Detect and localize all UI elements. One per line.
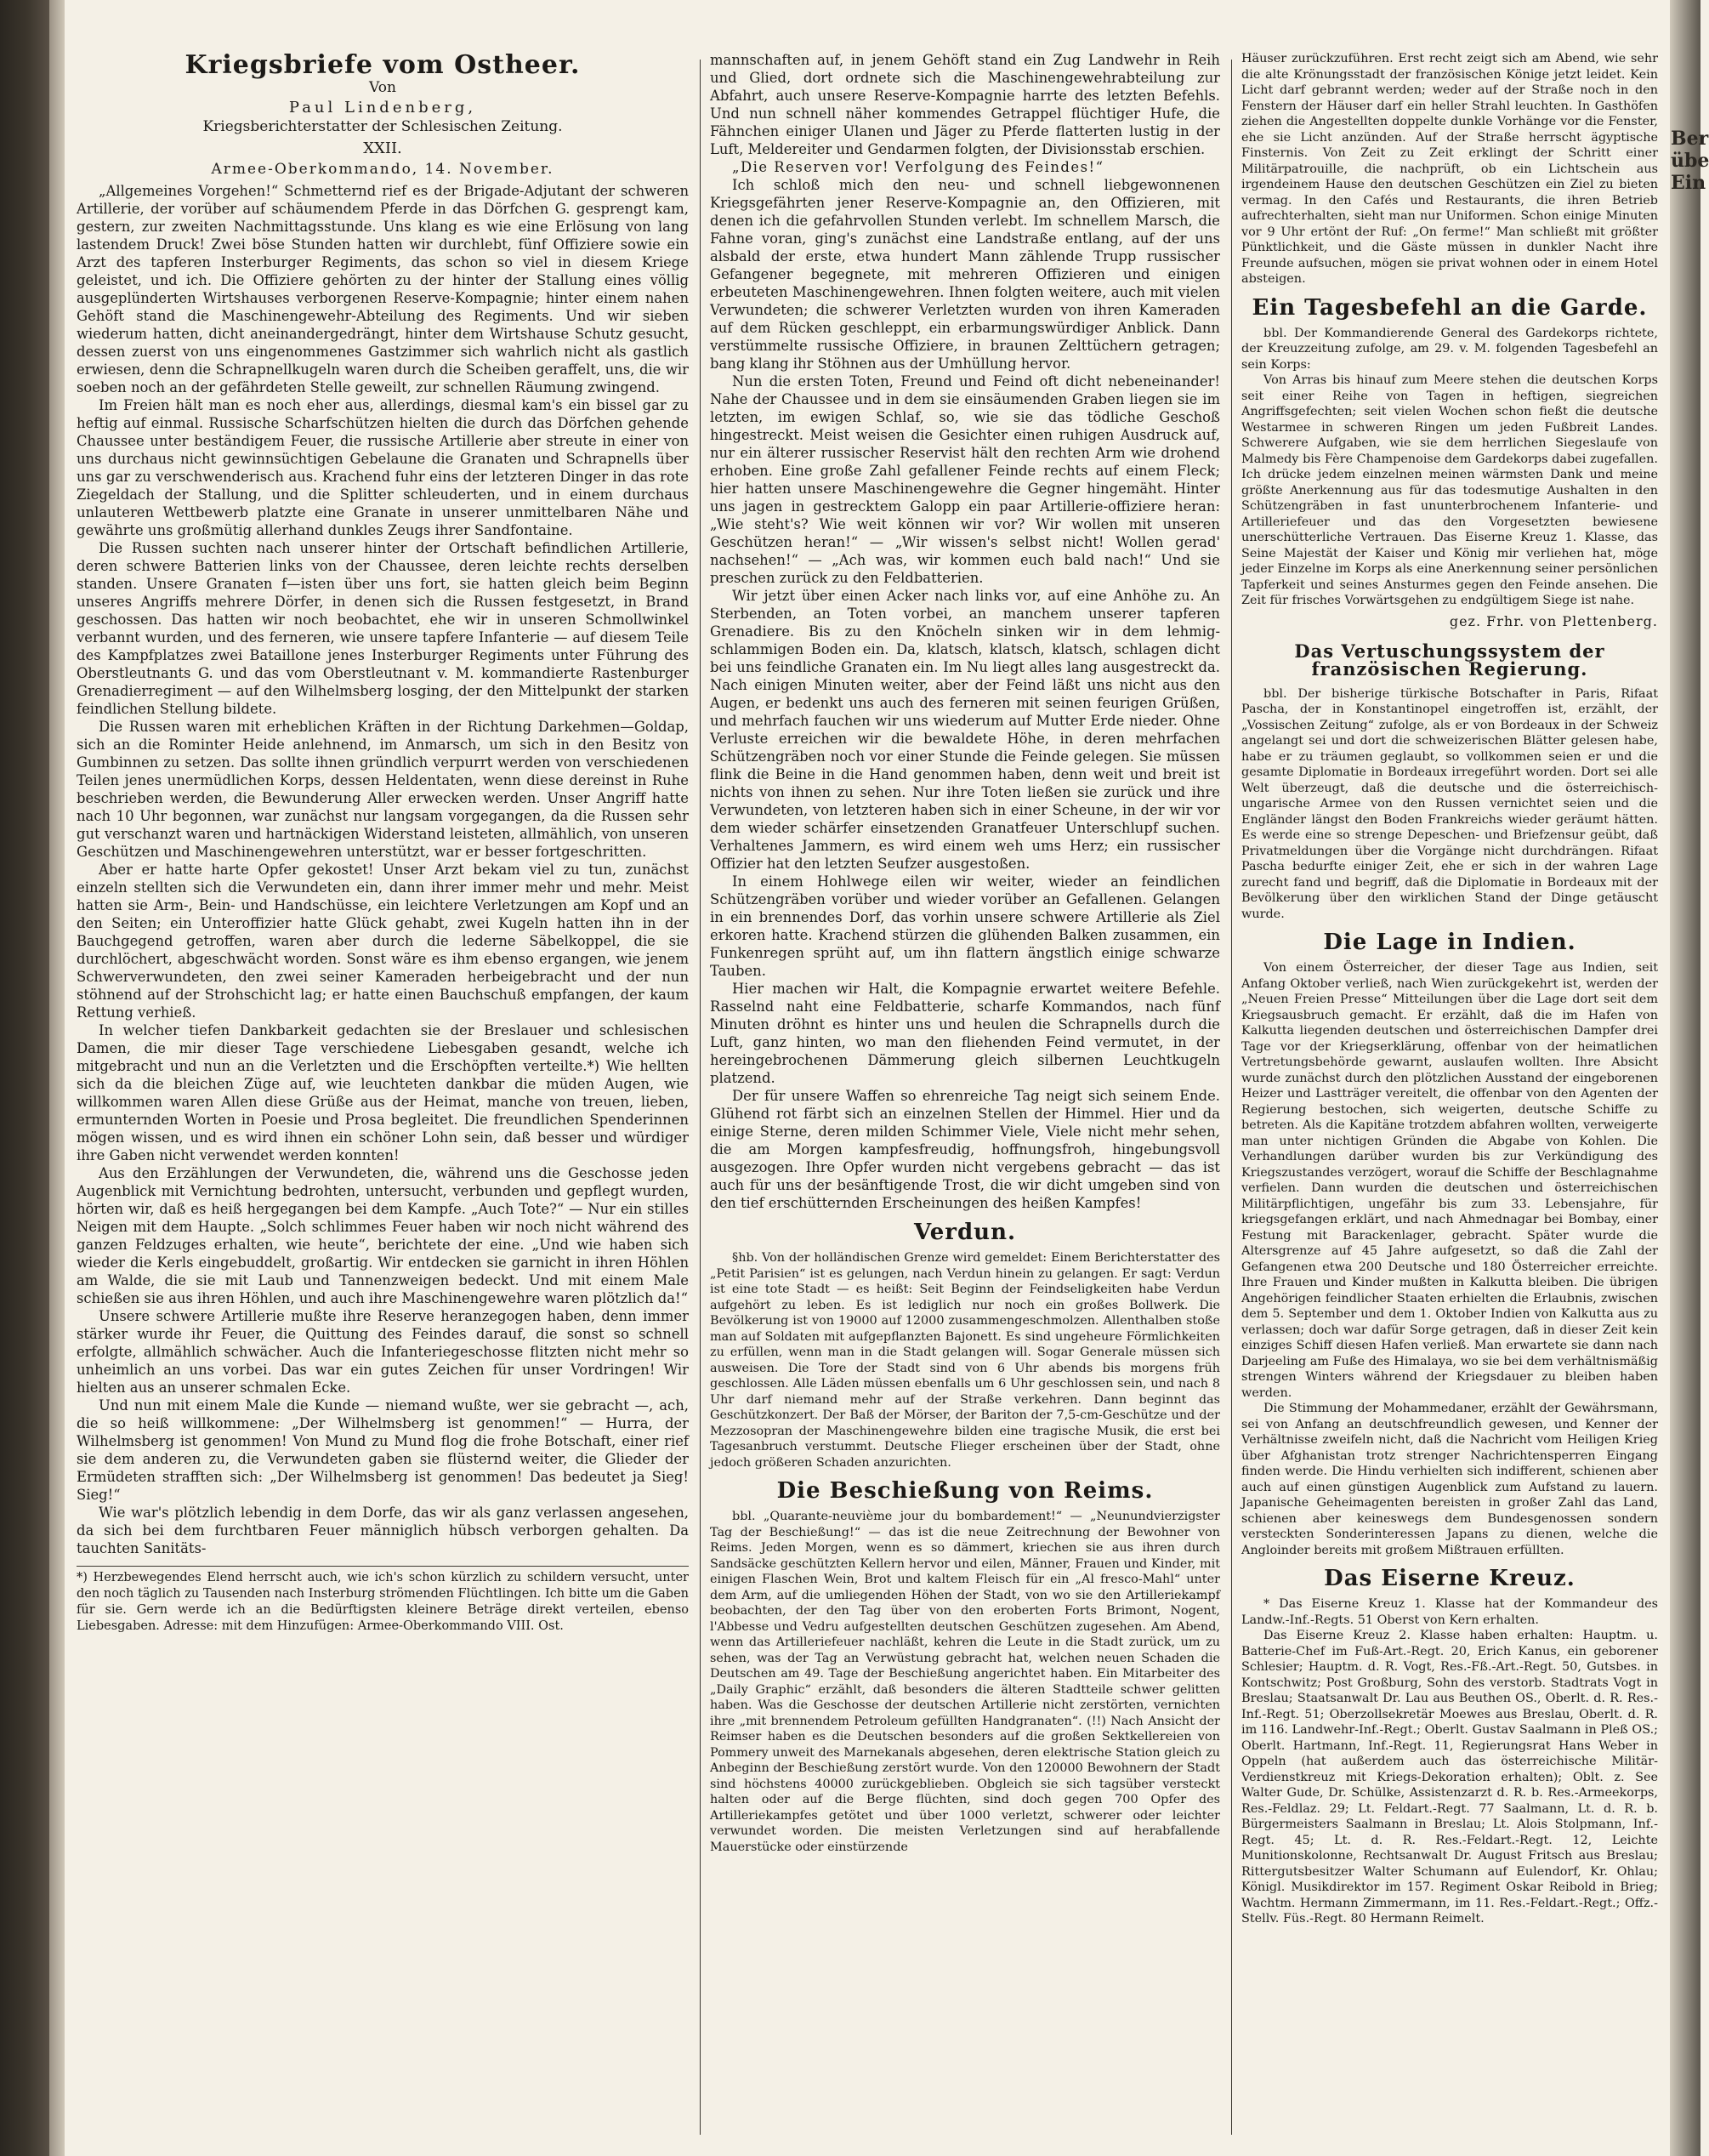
- section-heading-reims: Die Beschießung von Reims.: [776, 1478, 1154, 1504]
- column-rule: [1231, 60, 1232, 2135]
- paragraph: mannschaften auf, in jenem Gehöft stand ein Zug Landwehr in Reih und Glied, dort ordnete sich die Maschinengewehrabteilung zur Abfahrt, auch unsere Reserve-Kompagnie harrte des letzten Befehls. Und nun schnell näher kommendes Getrappel flüchtiger Hufe, die Fähnchen einiger Ulanen und Jäger zu Pferde flatterten lustig in der Luft, Meldereiter und Gendarmen folgten, der Divisionsstab erschien.: [710, 52, 1220, 157]
- paragraph: Aber er hatte harte Opfer gekostet! Unser Arzt bekam viel zu tun, zunächst einzeln stellten sich die Verwundeten ein, dann ihrer immer mehr und mehr. Meist hatten sie Arm-, Bein- und Handschüsse, ein leichtere Verletzungen am Kopf und an den Seiten; ein Unteroffizier hatte Glück gehabt, zwei Kugeln hatten ihn in der Bauchgegend getroffen, waren aber durch die lederne Säbelkoppel, die sie durchlöchert, abgeschwächt worden. Sonst wäre es ihm ebenso ergangen, wie jenem Schwerverwundeten, den zwei seiner Kameraden herbeigebracht und der nun stöhnend auf der Strohschicht lag; er hatte einen Bauchschuß empfangen, der kaum Rettung verhieß.: [77, 862, 689, 1021]
- paragraph: Im Freien hält man es noch eher aus, allerdings, diesmal kam's ein bissel gar zu heftig auf einmal. Russische Scharfschützen hielten die durch das Dörfchen gehende Chaussee unter beständigem Feuer, die russische Artillerie aber streute in einer von uns durchaus nicht gewinnsüchtigen Gebelaune die Granaten und Schrapnells über uns gar zu verschwenderisch aus. Krachend fuhr eins der letzteren Dinger in das rote Ziegeldach der Stallung, und die Splitter schleuderten, und in einem durchaus unlauteren Wettbewerb platzte eine Granate in unserer unmittelbaren Nähe und gewährte uns großmütig allerhand dunkles Zeugs ihrer Sandfontaine.: [77, 397, 689, 538]
- paragraph: bbl. „Quarante-neuvième jour du bombardement!“ — „Neunundvierzigster Tag der Beschießung!“ — das ist die neue Zeitrechnung der Bewohner von Reims. Jeden Morgen, wenn es so dämmert, kriechen sie aus ihren durch Sandsäcke geschützten Kellern hervor und eilen, Männer, Frauen und Kinder, mit einigen Flaschen Wein, Brot und kaltem Fleisch für ein „Al fresco-Mahl“ unter dem Arm, auf die umliegenden Höhen der Stadt, von wo sie den Artilleriekampf beobachten, der den Tag über von den eroberten Forts Brimont, Nogent, l'Abbesse und Vedru aufgestellten deutschen Geschützen zugesehen. Am Abend, wenn das Artilleriefeuer nachläßt, kehren die Leute in die Stadt zurück, um zu sehen, was der Tag an Verwüstung gebracht hat, welchen neuen Schaden die Deutschen am 49. Tage der Beschießung angerichtet haben. Ein Mitarbeiter des „Daily Graphic“ erzählt, daß besonders die älteren Stadtteile schwer gelitten haben. Was die Geschosse der deutschen Artillerie nicht zerstörten, vernichten ihre „mit brennendem Petroleum gefüllten Handgranaten“. (!!) Nach Ansicht der Reimser haben es die Deutschen besonders auf die großen Sektkellereien von Pommery unweit des Marnekanals abgesehen, deren elektrische Station gleich zu Anbeginn der Beschießung zerstört wurde. Von den 120000 Bewohnern der Stadt sind höchstens 40000 zurückgeblieben. Obgleich sie sich tagsüber versteckt halten oder auf die Berge flüchten, sind doch gegen 700 Opfer des Artilleriekampfes getötet und über 1000 verletzt, schwerer oder leichter verwundet worden. Die meisten Verletzungen sind auf herabfallende Mauerstücke oder einstürzende: [710, 1510, 1220, 1854]
- author-name: Paul Lindenberg,: [288, 99, 477, 117]
- paragraph: Die Russen waren mit erheblichen Kräften in der Richtung Darkehmen—Goldap, sich an die Rominter Heide anlehnend, im Anmarsch, um sich in den Besitz von Gumbinnen zu setzen. Das sollte ihnen gründlich verpurrt werden von verschiedenen Teilen jenes unermüdlichen Korps, dessen Heldentaten, wenn diese dereinst in Ruhe beschrieben werden, die Bewunderung Aller erwecken werden. Unser Angriff hatte nach 10 Uhr begonnen, war zunächst nur langsam vorgegangen, da die Russen sehr gut verschanzt waren und hartnäckigen Widerstand leisteten, allmählich, von unseren Geschützen und Maschinengewehren unterstützt, war er besser fortgeschritten.: [77, 719, 689, 860]
- section-heading-vertuschung: Das Vertuschungssystem der französischen Regierung.: [1294, 640, 1605, 680]
- paragraph: Wir jetzt über einen Acker nach links vor, auf eine Anhöhe zu. An Sterbenden, an Toten vorbei, an manchem unserer tapferen Grenadiere. Bis zu den Knöcheln sinken wir in dem lehmig-schlammigen Boden ein. Da, klatsch, klatsch, klatsch, schlagen dicht bei uns feindliche Granaten ein. Im Nu liegt alles lang ausgestreckt da. Nach einigen Minuten weiter, aber der Feind läßt uns nicht aus den Augen, er bedenkt uns auch des ferneren mit seinen feurigen Grüßen, und mehrfach fauchen wir uns wiederum auf Mutter Erde nieder. Ohne Verluste erreichen wir die bewaldete Höhe, in deren mehrfachen Schützengräben noch vor einer Stunde die Feinde gelegen. Sie müssen flink die Beine in die Hand genommen haben, denn weit und breit ist nichts von ihnen zu sehen. Nur ihre Toten ließen sie zurück und ihre Verwundeten, von letzteren haben sich in einer Scheune, in der wir vor dem wieder schärfer einsetzenden Granatfeuer Unterschlupf suchen. Verhaltenes Jammern, es wird einem weh ums Herz; ein russischer Offizier hat den letzten Seufzer ausgestoßen.: [710, 588, 1220, 872]
- edge-text: übe: [1671, 150, 1709, 172]
- paragraph: Häuser zurückzuführen. Erst recht zeigt sich am Abend, wie sehr die alte Krönungsstadt der französischen Könige jetzt leidet. Kein Licht darf gebrannt werden; weder auf der Straße noch in den Fenstern der Häuser darf ein heller Strahl leuchten. In Gasthöfen ziehen die Angestellten doppelte dunkle Vorhänge vor die Fenster, ehe sie Licht anzünden. Auf der Straße herrscht ägyptische Finsternis. Von Zeit zu Zeit erklingt der Schritt einer Militärpatrouille, die nachprüft, ob ein Lichtschein aus irgendeinem Hause den deutschen Geschützen ein Ziel zu bieten vermag. In den Cafés und Restaurants, die ihren Betrieb aufrechterhalten, sieht man nur Uniformen. Schon einige Minuten vor 9 Uhr ertönt der Ruf: „On ferme!“ Man schließt mit größter Pünktlichkeit, und die Gäste müssen in dunkler Nacht ihre Freunde aufsuchen, mögen sie privat wohnen oder in einem Hotel absteigen.: [1241, 52, 1658, 286]
- book-spine: [0, 0, 49, 2156]
- article-title: Kriegsbriefe vom Ostheer.: [185, 50, 581, 80]
- column-1: [77, 51, 689, 2143]
- paragraph: Wie war's plötzlich lebendig in dem Dorfe, das wir als ganz verlassen angesehen, da sich bei dem furchtbaren Feuer männiglich hübsch verborgen gehalten. Da tauchten Sanitäts-: [77, 1505, 689, 1556]
- edge-text: Ber: [1671, 128, 1709, 150]
- paragraph: Die Stimmung der Mohammedaner, erzählt der Gewährsmann, sei von Anfang an deutschfreundlich gewesen, und Kenner der Verhältnisse zweifeln nicht, daß die Nachricht vom Heiligen Krieg über Afghanistan trotz strenger Nachrichtensperren Eingang finden werde. Die Hindu verhielten sich indifferent, schienen aber auch auf einen günstigen Augenblick zum Aufstand zu lauern. Japanische Geheimagenten bereisten in großer Zahl das Land, schienen aber keineswegs dem Bundesgenossen sondern versteckten Sonderinteressen Japans zu dienen, welche die Angloinder bereits mit großem Mißtrauen erfüllten.: [1241, 1402, 1658, 1557]
- section-heading-verdun: Verdun.: [913, 1220, 1017, 1245]
- author-role: Kriegsberichterstatter der Schlesischen Zeitung.: [202, 118, 563, 135]
- paragraph: §hb. Von der holländischen Grenze wird gemeldet: Einem Berichterstatter des „Petit Parisien“ ist es gelungen, nach Verdun hinein zu gelangen. Er sagt: Verdun ist eine tote Stadt — es heißt: Seit Beginn der Feindseligkeiten habe Verdun aufgehört zu leben. Es ist lediglich nur noch ein großes Bollwerk. Die Bevölkerung ist von 19000 auf 12000 zusammengeschmolzen. Allenthalben stoße man auf Soldaten mit aufgepflanzten Bajonett. Es sind ungeheure Förmlichkeiten zu erfüllen, wenn man in die Stadt gelangen will. Sogar Generale müssen sich ausweisen. Die Tore der Stadt sind von 6 Uhr abends bis morgens früh geschlossen. Alle Läden müssen ebenfalls um 6 Uhr geschlossen sein, und nach 8 Uhr darf niemand mehr auf der Straße verkehren. Dann beginnt das Geschützkonzert. Der Baß der Mörser, der Bariton der 7,5-cm-Geschütze und der Mezzosopran der Maschinengewehre bilden eine tragische Musik, die erst bei Tagesanbruch verstummt. Deutsche Flieger erscheinen über der Stadt, ohne jedoch größeren Schaden anzurichten.: [710, 1251, 1220, 1470]
- next-page-shadow: [1670, 0, 1709, 2156]
- edge-text: Ein: [1671, 172, 1706, 194]
- paragraph: Von Arras bis hinauf zum Meere stehen die deutschen Korps seit einer Reihe von Tagen in heftigen, siegreichen Angriffsgefechten; seit vielen Wochen schon fießt die deutsche Westarmee in schweren Ringen um jeden Fußbreit Landes. Schwerere Aufgaben, wie sie dem herrlichen Siegeslaufe von Malmedy bis Fère Champenoise dem Gardekorps dabei zugefallen. Ich drücke jedem einzelnen meinen wärmsten Dank und meine größte Anerkennung aus für das todesmutige Aushalten in den Schützengräben in fast ununterbrochenem Infanterie- und Artilleriefeuer und das den Vorgesetzten bewiesene unerschütterliche Vertrauen. Das Eiserne Kreuz 1. Klasse, das Seine Majestät der Kaiser und König mir verliehen hat, möge jeder Einzelne im Korps als eine Anerkennung seiner persönlichen Tapferkeit und seines Ansturmes gegen den Feinde ansehen. Die Zeit für frisches Vorwärtsgehen zu endgültigem Siege ist nahe.: [1241, 373, 1658, 607]
- section-heading-garde: Ein Tagesbefehl an die Garde.: [1252, 294, 1648, 321]
- next-page-fragment: [1671, 128, 1709, 194]
- paragraph: Das Eiserne Kreuz 2. Klasse haben erhalten: Hauptm. u. Batterie-Chef im Fuß-Art.-Regt. 20, Erich Kanus, ein geborener Schlesier; Hauptm. d. R. Vogt, Res.-Fß.-Art.-Regt. 50, Gutsbes. in Kontschwitz; Post Großburg, Sohn des verstorb. Stadtrats Vogt in Breslau; Staatsanwalt Dr. Lau aus Beuthen OS., Oberlt. d. R. Res.-Inf.-Regt. 51; Oberzollsekretär Moewes aus Breslau, Oberlt. d. R. im 116. Landwehr-Inf.-Regt.; Oberlt. Gustav Saalmann in Pleß OS.; Oberlt. Hartmann, Inf.-Regt. 11, Regierungsrat Hans Weber in Oppeln (hat außerdem auch das österreichische Militär-Verdienstkreuz mit Kriegs-Dekoration erhalten); Oblt. z. See Walter Gude, Dr. Schülke, Assistenzarzt d. R. b. Res.-Armeekorps, Res.-Feldlaz. 29; Lt. Feldart.-Regt. 77 Saalmann, Lt. d. R. b. Bürgermeisters Saalmann in Breslau; Lt. Alois Stolpmann, Inf.-Regt. 45; Lt. d. R. Res.-Feldart.-Regt. 12, Leichte Munitionskolonne, Rechtsanwalt Dr. August Fritsch aus Breslau; Rittergutsbesitzer Walter Schumann auf Eulendorf, Kr. Ohlau; Königl. Musikdirektor im 157. Regiment Oskar Reibold in Brieg; Wachtm. Hermann Zimmermann, im 11. Res.-Feldart.-Regt.; Offz.-Stellv. Füs.-Regt. 80 Hermann Reimelt.: [1241, 1629, 1658, 1926]
- paragraph: * Das Eiserne Kreuz 1. Klasse hat der Kommandeur des Landw.-Inf.-Regts. 51 Oberst von Kern erhalten.: [1241, 1597, 1658, 1627]
- section-heading-eiserne-kreuz: Das Eiserne Kreuz.: [1324, 1566, 1576, 1591]
- column-rule: [700, 60, 701, 2135]
- letter-number: XXII.: [363, 139, 402, 157]
- paragraph: „Die Reserven vor! Verfolgung des Feindes!“: [732, 159, 1104, 175]
- column-3: [1241, 51, 1658, 2143]
- paragraph: Ich schloß mich den neu- und schnell liebgewonnenen Kriegsgefährten jener Reserve-Kompagnie an, den Offizieren, mit denen ich die gefahrvollen Stunden verlebt. Im schnellem Marsch, die Fahne voran, ging's zunächst eine Landstraße entlang, auf der uns alsbald der erste, etwa hundert Mann zählende Trupp russischer Gefangener begegnete, mit mehreren Offizieren und einigen erbeuteten Maschinengewehren. Ihnen folgten weitere, auch mit vielen Verwundeten; die schwerer Verletzten wurden von ihren Kameraden auf dem Rücken geschleppt, ein erbarmungswürdiger Anblick. Dann verstümmelte russische Offiziere, in braunen Zelttüchern getragen; bang klang ihr Stöhnen aus der Umhüllung hervor.: [710, 177, 1220, 372]
- paragraph: bbl. Der bisherige türkische Botschafter in Paris, Rifaat Pascha, der in Konstantinopel eingetroffen ist, erzählt, der „Vossischen Zeitung“ zufolge, als er von Bordeaux in der Schweiz angelangt sei und dort die schweizerischen Blätter gelesen habe, habe er zu träumen geglaubt, so vollkommen seien er und die gesamte Diplomatie in Bordeaux irregeführt worden. Dort sei alle Welt überzeugt, daß die deutsche und die österreichisch-ungarische Armee von den Russen vernichtet seien und die Engländer längst den Boden Frankreichs wieder geräumt hätten. Es werde eine so strenge Depeschen- und Briefzensur geübt, daß Privatmeldungen über die Vorgänge nicht durchdrängen. Rifaat Pascha bedurfte einiger Zeit, ehe er sich in der wahren Lage zurecht fand und begriff, daß die Diplomatie in Bordeaux mit der Bevölkerung über den wirklichen Stand der Dinge getäuscht wurde.: [1241, 686, 1658, 921]
- paragraph: Unsere schwere Artillerie mußte ihre Reserve heranzegogen haben, denn immer stärker wurde ihr Feuer, die Quittung des Feindes darauf, die sonst so schnell erfolgte, allmählich schwächer. Auch die Infanteriegeschosse flitzten nicht mehr so unheimlich an uns vorbei. Das war ein gutes Zeichen für unser Vordringen! Wir hielten aus an unserer schmalen Ecke.: [77, 1308, 689, 1396]
- byline-von: Von: [369, 79, 396, 96]
- paragraph: Die Russen suchten nach unserer hinter der Ortschaft befindlichen Artillerie, deren schwere Batterien links von der Chaussee, deren leichte rechts derselben standen. Unsere Granaten f—isten über uns fort, sie hatten gleich beim Beginn unseres Angriffs mehrere Dörfer, in denen sich die Russen festgesetzt, in Brand geschossen. Das hatten wir noch beobachtet, ehe wir in unseren Schmollwinkel verbannt wurden, und des ferneren, wie unsere tapfere Infanterie — auf diesem Teile des Kampfplatzes zwei Bataillone jenes Insterburger Regiments unter Führung des Oberstleutnants G. und das vom Oberstleutnant v. M. kommandierte Rastenburger Grenadierregiment — auf den Wilhelmsberg losging, der den Mittelpunkt der starken feindlichen Stellung bildete.: [77, 540, 689, 717]
- paragraph: bbl. Der Kommandierende General des Gardekorps richtete, der Kreuzzeitung zufolge, am 29. v. M. folgenden Tagesbefehl an sein Korps:: [1241, 326, 1658, 372]
- newspaper-page: [77, 51, 1666, 2143]
- dateline: Armee-Oberkommando, 14. November.: [211, 161, 554, 178]
- paragraph: In einem Hohlwege eilen wir weiter, wieder an feindlichen Schützengräben vorüber und wieder vorüber an Gefallenen. Gelangen in ein brennendes Dorf, das vorhin unsere schwere Artillerie als Ziel erkoren hatte. Krachend stürzen die glühenden Balken zusammen, ein Funkenregen sprüht auf, um ihn flattern ängstlich einige schwarze Tauben.: [710, 873, 1220, 979]
- paragraph: Der für unsere Waffen so ehrenreiche Tag neigt sich seinem Ende. Glühend rot färbt sich an einzelnen Stellen der Himmel. Hier und da einige Sterne, deren milden Schimmer Viele, Viele nicht mehr sehen, die am Morgen kampfesfreudig, hoffnungsfroh, hingebungsvoll ausgezogen. Ihre Opfer wurden nicht vergebens gebracht — das ist auch für uns der besänftigende Trost, die wir dicht umgeben sind von den tief erschütternden Erscheinungen des heißen Kampfes!: [710, 1088, 1220, 1211]
- paragraph: Hier machen wir Halt, die Kompagnie erwartet weitere Befehle. Rasselnd naht eine Feldbatterie, scharfe Kommandos, nach fünf Minuten dröhnt es hinter uns und heulen die Schrapnells durch die Luft, ganz hinten, wo man den fliehenden Feind vermutet, in der hereingebrochenen Dämmerung gleich silbernen Leuchtkugeln platzend.: [710, 981, 1220, 1086]
- section-heading-indien: Die Lage in Indien.: [1323, 930, 1576, 955]
- paragraph: In welcher tiefen Dankbarkeit gedachten sie der Breslauer und schlesischen Damen, die mir dieser Tage verschiedene Liebesgaben gesandt, welche ich mitgebracht und nun an die Verletzten und die Erschöpften verteilte.*) Wie hellten sich da die bleichen Züge auf, wie leuchteten dankbar die müden Augen, wie willkommen waren Allen diese Grüße aus der Heimat, manche von treuen, lieben, ermunternden Worten in Poesie und Prosa begleitet. Die freundlichen Spenderinnen mögen wissen, und es wird ihnen ein schöner Lohn sein, daß besser und würdiger ihre Gaben nicht verwendet werden konnten!: [77, 1022, 689, 1163]
- paragraph: Aus den Erzählungen der Verwundeten, die, während uns die Geschosse jeden Augenblick mit Vernichtung bedrohten, untersucht, verbunden und gepflegt wurden, hörten wir, daß es heiß hergegangen bei dem Kampfe. „Auch Tote?“ — Nur ein stilles Neigen mit dem Haupte. „Solch schlimmes Feuer haben wir noch nicht während des ganzen Feldzuges erhalten, wie heute“, berichtete der eine. „Und wie haben sich wieder die Kerls eingebuddelt, großartig. Wir entdecken sie garnicht in ihren Höhlen am Walde, die sie mit Laub und Tannenzweigen bedeckt. Und mit einem Male schießen sie aus ihren Höhlen, und auch ihre Maschinengewehre waren plötzlich da!“: [77, 1165, 689, 1306]
- paragraph: Von einem Österreicher, der dieser Tage aus Indien, seit Anfang Oktober verließ, nach Wien zurückgekehrt ist, werden der „Neuen Freien Presse“ Mitteilungen über die Lage dort seit dem Kriegsausbruch gemacht. Er erzählt, daß die im Hafen von Kalkutta liegenden deutschen und österreichischen Dampfer drei Tage vor der Kriegserklärung, offenbar von der heimatlichen Vertretungsbehörde gewarnt, auslaufen wollten. Ihre Absicht wurde zunächst durch den plötzlichen Ausstand der eingeborenen Heizer und Lastträger vereitelt, die offenbar von den Agenten der Regierung bestochen, sich weigerten, deutsche Schiffe zu betreten. Als die Kapitäne trotzdem abfahren wollten, verweigerte man unter nichtigen Gründen die Abgabe von Kohlen. Die Verhandlungen darüber wurden bis zur Verkündigung des Kriegszustandes verzögert, worauf die Schiffe der Beschlagnahme verfielen. Dann wurden die deutschen und österreichischen Militärpflichtigen, ungefähr bis zum 33. Lebensjahre, für kriegsgefangen erklärt, und nach Ahmednagar bei Bombay, einer Festung mit Barackenlager, gebracht. Später wurde die Altersgrenze auf 45 Jahre aufgesetzt, so daß die Zahl der Gefangenen etwa 200 Deutsche und 180 Österreicher erreichte. Ihre Frauen und Kinder mußten in Kalkutta bleiben. Die übrigen Angehörigen feindlicher Staaten erhielten die Erlaubnis, zwischen dem 5. September und dem 1. Oktober Indien von Kalkutta aus zu verlassen; doch war dafür Sorge getragen, daß in dieser Zeit kein einziges Schiff diesen Hafen verließ. Man erwartete sie dann nach Darjeeling am Fuße des Himalaya, wo sie bei dem verhältnismäßig strengen Winters während der Kriegsdauer zu bleiben haben werden.: [1241, 961, 1658, 1400]
- signature: gez. Frhr. von Plettenberg.: [1449, 612, 1658, 629]
- paragraph: Nun die ersten Toten, Freund und Feind oft dicht nebeneinander! Nahe der Chaussee und in dem sie einsäumenden Graben liegen sie im letzten, im ewigen Schlaf, so, wie sie das tödliche Geschoß hingestreckt. Meist weisen die Gesichter einen ruhigen Ausdruck auf, nur ein älterer russischer Reservist hält den rechten Arm wie drohend erhoben. Eine große Zahl gefallener Feinde rechts auf einem Fleck; hier hatten unsere Maschinengewehre die Gegner hingemäht. Hinter uns jagen in gestrecktem Galopp ein paar Artillerie-offiziere heran: „Wie steht's? Wie weit können wir vor? Wir wollen mit unseren Geschützen heran!“ — „Wir wissen's selbst nicht! Wollen gerad' nachsehen!“ — „Ach was, wir kommen euch bald nach!“ Und sie preschen zurück zu den Feldbatterien.: [710, 373, 1220, 586]
- page-edge: [49, 0, 65, 2156]
- paragraph: Und nun mit einem Male die Kunde — niemand wußte, wer sie gebracht —, ach, die so heiß willkommene: „Der Wilhelmsberg ist genommen!“ — Hurra, der Wilhelmsberg ist genommen! Von Mund zu Mund flog die frohe Botschaft, einer rief sie dem anderen zu, die Verwundeten gaben sie flüsternd weiter, die Glieder der Ermüdeten strafften sich: „Der Wilhelmsberg ist genommen! Das bedeutet ja Sieg! Sieg!“: [77, 1397, 689, 1503]
- column-2: [710, 51, 1220, 2143]
- paragraph: „Allgemeines Vorgehen!“ Schmetternd rief es der Brigade-Adjutant der schweren Artillerie, der vorüber auf schäumendem Pferde in das Dörfchen G. gesprengt kam, gestern, zur zweiten Nachmittagsstunde. Uns klang es wie eine Erlösung von lang lastendem Druck! Zwei böse Stunden hatten wir durchlebt, fünf Offiziere sowie ein Arzt des tapferen Insterburger Regiments, das schon so viel in diesem Kriege geleistet, und ich. Die Offiziere gehörten zu der hinter der Stallung eines völlig ausgeplünderten Wirtshauses verborgenen Reserve-Kompagnie; hinter einem nahen Gehöft stand die Maschinengewehr-Abteilung des Regiments. Und wir sieben wiederum hatten, dicht aneinandergedrängt, hinter dem Wirtshause Schutz gesucht, dessen zuerst von uns eingenommenes Gastzimmer sich wahrlich nicht als gastlich erwiesen, denn die Schrapnellkugeln waren durch die Scheiben geraffelt, uns, die wir soeben noch an der gefährdeten Stelle geweilt, zur schnellen Räumung zwingend.: [77, 183, 689, 395]
- footnote: *) Herzbewegendes Elend herrscht auch, wie ich's schon kürzlich zu schildern versucht, unter den noch täglich zu Tausenden nach Insterburg strömenden Flüchtlingen. Ich bitte um die Gaben für sie. Gern werde ich an die Bedürftigsten kleinere Beträge direkt verteilen, ebenso Liebesgaben. Adresse: mit dem Hinzufügen: Armee-Oberkommando VIII. Ost.: [77, 1566, 689, 1635]
